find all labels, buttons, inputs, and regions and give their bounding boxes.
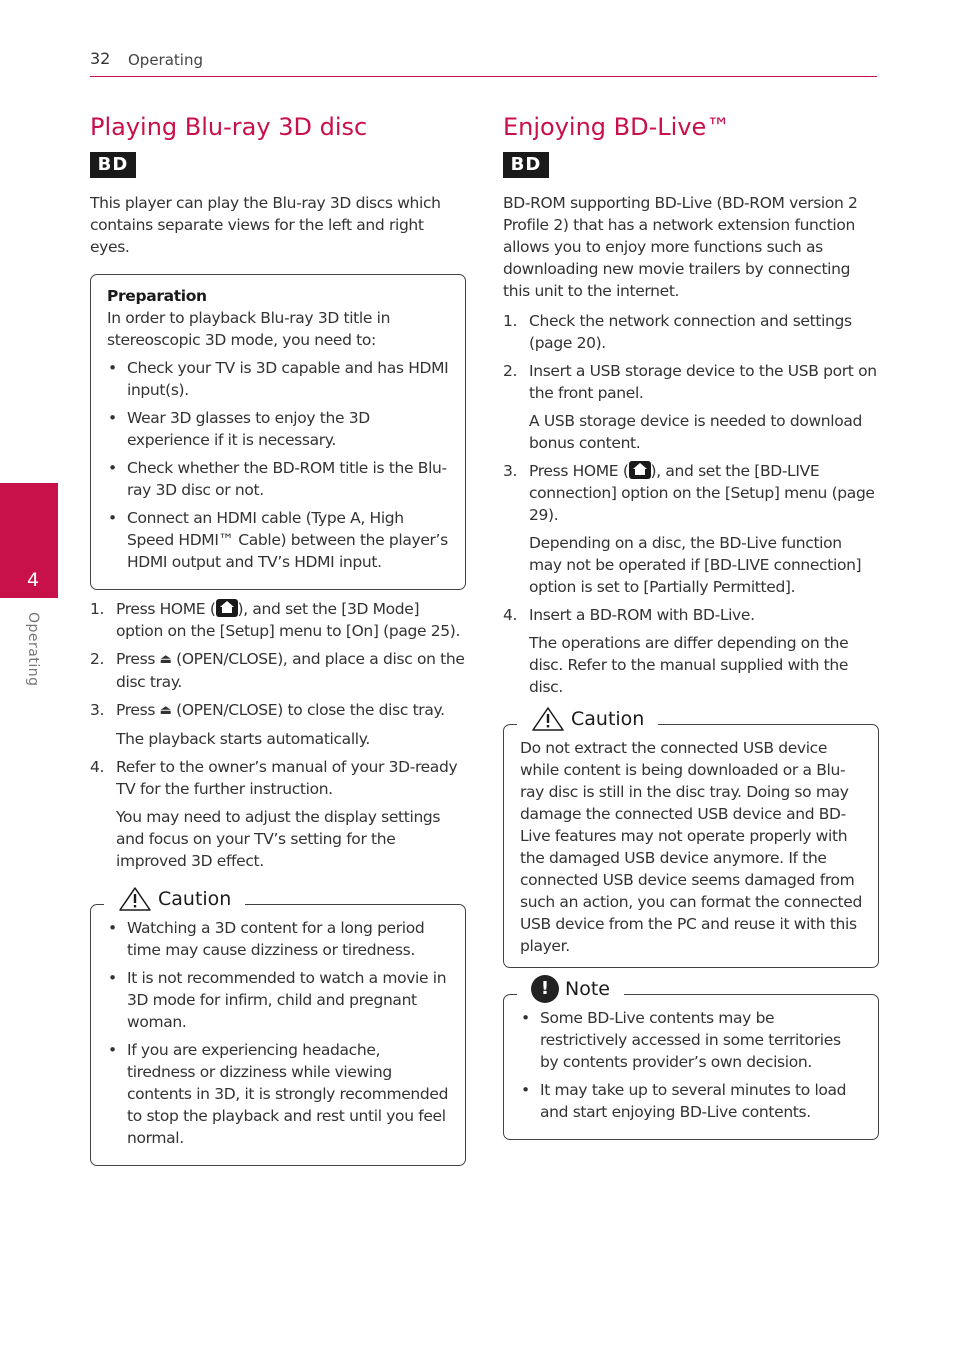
- bd-badge-icon: BD: [503, 152, 549, 178]
- step-number: 1.: [90, 600, 105, 618]
- right-column: [503, 110, 879, 1140]
- caution-box-bd-live: [503, 708, 879, 968]
- step-item: [90, 648, 466, 693]
- step-number: 4.: [90, 758, 105, 776]
- eject-icon: ⏏: [159, 652, 172, 667]
- note-legend: [517, 976, 624, 1002]
- step-text: Insert a USB storage device to the USB port on the front panel.: [529, 362, 877, 402]
- step-text: Press: [116, 701, 160, 719]
- caution-icon: [118, 886, 152, 912]
- note-title: Note: [565, 978, 610, 1000]
- caution-box-3d: [90, 888, 466, 1166]
- step-text: Refer to the owner’s manual of your 3D-ready TV for the further instruction.: [116, 758, 458, 798]
- page-number: 32: [90, 49, 111, 68]
- exclamation-icon: !: [531, 975, 559, 1003]
- list-item: • Watching a 3D content for a long period time may cause dizziness or tiredness.: [107, 917, 449, 961]
- caution-title: Caution: [571, 708, 645, 730]
- section-title-bd-live: Enjoying BD-Live™: [503, 113, 731, 141]
- step-item: [503, 360, 879, 454]
- caution-box-frame: [503, 724, 879, 968]
- intro-3d: This player can play the Blu-ray 3D discs which contains separate views for the left and right eyes.: [90, 194, 441, 256]
- step-note: The playback starts automatically.: [116, 730, 370, 748]
- list-item: • It may take up to several minutes to load and start enjoying BD-Live contents.: [520, 1079, 862, 1123]
- list-item: • It is not recommended to watch a movie in 3D mode for infirm, child and pregnant woman.: [107, 967, 449, 1033]
- eject-icon: ⏏: [159, 703, 172, 718]
- list-item: • Connect an HDMI cable (Type A, High Speed HDMI™ Cable) between the player’s HDMI output and TV’s HDMI input.: [107, 507, 449, 573]
- step-text: ), and set the [BD-LIVE connection] option on the [Setup] menu (page 29).: [529, 462, 875, 524]
- section-title-3d: Playing Blu-ray 3D disc: [90, 113, 368, 141]
- step-item: [503, 460, 879, 598]
- step-text: Insert a BD-ROM with BD-Live.: [529, 606, 755, 624]
- caution-legend: [517, 706, 658, 732]
- caution-title: Caution: [158, 888, 232, 910]
- step-note: You may need to adjust the display settings and focus on your TV’s setting for the improved 3D effect.: [116, 808, 441, 870]
- intro-bd-live: BD-ROM supporting BD-Live (BD-ROM version 2 Profile 2) that has a network extension function allows you to enjoy more functions such as downloading new movie trailers by connecting this unit to the internet.: [503, 194, 858, 300]
- caution-icon: [531, 706, 565, 732]
- step-note: The operations are differ depending on the disc. Refer to the manual supplied with the disc.: [529, 634, 849, 696]
- left-column: [90, 110, 466, 1166]
- step-number: 1.: [503, 312, 518, 330]
- caution-box-frame: [90, 904, 466, 1166]
- step-number: 2.: [503, 362, 518, 380]
- step-note: A USB storage device is needed to download bonus content.: [529, 412, 863, 452]
- step-text: Check the network connection and settings (page 20).: [529, 312, 852, 352]
- step-number: 2.: [90, 650, 105, 668]
- chapter-label: Operating: [25, 612, 41, 687]
- step-text: Press HOME (: [529, 462, 629, 480]
- list-item: • Some BD-Live contents may be restrictively accessed in some territories by contents provider’s own decision.: [520, 1007, 862, 1073]
- caution-text: Do not extract the connected USB device while content is being downloaded or a Blu-ray disc is still in the disc tray. Doing so may damage the connected USB device and BD-Live features may not operate properly with the damaged USB device anymore. If the connected USB device seems damaged from such an action, you can format the connected USB device from the PC and reuse it with this player.: [520, 739, 862, 955]
- step-text: Press: [116, 650, 160, 668]
- step-text: (OPEN/CLOSE) to close the disc tray.: [171, 701, 445, 719]
- note-box-frame: [503, 994, 879, 1140]
- home-icon: [216, 599, 238, 617]
- step-note: Depending on a disc, the BD-Live function may not be operated if [BD-LIVE connection] option is set to [Partially Permitted].: [529, 534, 862, 596]
- step-item: [503, 310, 879, 354]
- step-item: [90, 756, 466, 872]
- list-item: • If you are experiencing headache, tiredness or dizziness while viewing contents in 3D, it is strongly recommended to stop the playback and rest until you feel normal.: [107, 1039, 449, 1149]
- note-box: [503, 978, 879, 1140]
- steps-3d: [90, 598, 466, 872]
- preparation-text: In order to playback Blu-ray 3D title in stereoscopic 3D mode, you need to:: [107, 309, 391, 349]
- header-section-title: Operating: [128, 51, 203, 69]
- list-item: • Check your TV is 3D capable and has HDMI input(s).: [107, 357, 449, 401]
- caution-legend: [104, 886, 245, 912]
- step-number: 4.: [503, 606, 518, 624]
- page-header: [90, 48, 877, 77]
- bd-badge-icon: BD: [90, 152, 136, 178]
- step-number: 3.: [90, 701, 105, 719]
- step-item: [90, 699, 466, 750]
- preparation-title: Preparation: [107, 287, 207, 305]
- home-icon: [629, 461, 651, 479]
- list-item: • Check whether the BD-ROM title is the Blu-ray 3D disc or not.: [107, 457, 449, 501]
- step-text: (OPEN/CLOSE), and place a disc on the disc tray.: [116, 650, 465, 691]
- step-text: Press HOME (: [116, 600, 216, 618]
- note-list: [520, 1007, 862, 1123]
- caution-list: [107, 917, 449, 1149]
- preparation-list: [107, 357, 449, 573]
- step-text: ), and set the [3D Mode] option on the [Setup] menu to [On] (page 25).: [116, 600, 461, 640]
- chapter-number: 4: [27, 569, 40, 591]
- step-number: 3.: [503, 462, 518, 480]
- step-item: [503, 604, 879, 698]
- preparation-box: [90, 274, 466, 590]
- steps-bd-live: [503, 310, 879, 698]
- step-item: [90, 598, 466, 642]
- list-item: • Wear 3D glasses to enjoy the 3D experience if it is necessary.: [107, 407, 449, 451]
